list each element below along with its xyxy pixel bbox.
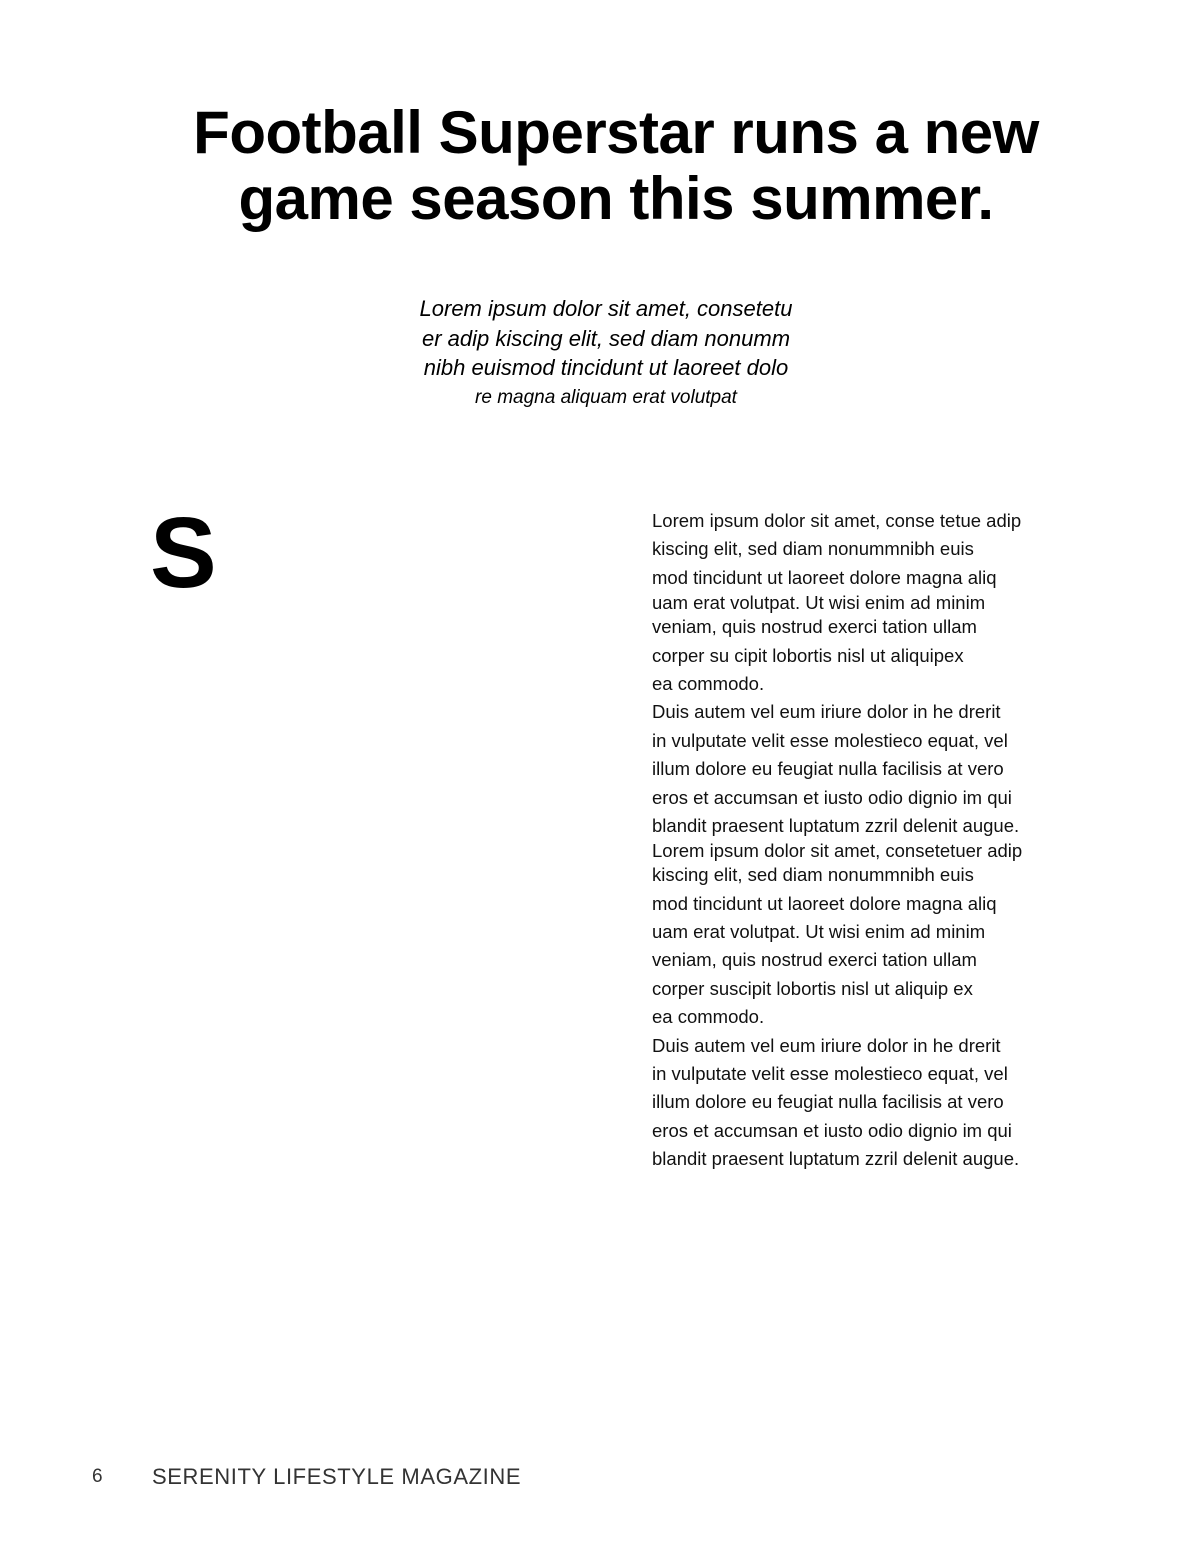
- body-line: in vulputate velit esse molestieco equat, vel: [652, 729, 1008, 751]
- drop-cap: S: [150, 497, 217, 609]
- body-line: blandit praesent luptatum zzril delenit augue.: [652, 1148, 1020, 1170]
- body-line: blandit praesent luptatum zzril delenit augue.: [652, 814, 1020, 836]
- body-line: illum dolore eu feugiat nulla facilisis at vero: [652, 1091, 1004, 1113]
- body-line: Lorem ipsum dolor sit amet, consetetuer adip: [652, 840, 1023, 862]
- standfirst-line: re magna aliquam erat volutpat: [475, 386, 737, 408]
- body-text-column: [652, 507, 1092, 1174]
- body-line: ea commodo.: [652, 672, 765, 694]
- page-number: 6: [92, 1466, 103, 1487]
- body-line: uam erat volutpat. Ut wisi enim ad minim: [652, 592, 986, 614]
- title-line: Football Superstar runs a new: [193, 99, 1039, 166]
- body-line: ea commodo.: [652, 1006, 765, 1028]
- standfirst-line: er adip kiscing elit, sed diam nonumm: [421, 325, 791, 351]
- body-line: veniam, quis nostrud exerci tation ullam: [652, 949, 977, 971]
- standfirst: [300, 294, 912, 413]
- body-line: eros et accumsan et iusto odio dignio im qui: [652, 786, 1012, 808]
- body-line: kiscing elit, sed diam nonummnibh euis: [652, 538, 974, 560]
- body-line: Duis autem vel eum iriure dolor in he drerit: [652, 1034, 1001, 1056]
- body-line: veniam, quis nostrud exerci tation ullam: [652, 616, 977, 638]
- body-line: kiscing elit, sed diam nonummnibh euis: [652, 864, 974, 886]
- body-line: corper su cipit lobortis nisl ut aliquipex: [652, 644, 964, 666]
- body-line: illum dolore eu feugiat nulla facilisis at vero: [652, 758, 1004, 780]
- body-line: mod tincidunt ut laoreet dolore magna aliq: [652, 892, 997, 914]
- body-line: Duis autem vel eum iriure dolor in he drerit: [652, 701, 1001, 723]
- page-footer: [0, 1462, 1200, 1494]
- body-line: corper suscipit lobortis nisl ut aliquip ex: [652, 977, 973, 999]
- title-line: game season this summer.: [238, 165, 994, 232]
- standfirst-line: Lorem ipsum dolor sit amet, consetetu: [419, 296, 793, 321]
- body-line: uam erat volutpat. Ut wisi enim ad minim: [652, 921, 986, 943]
- standfirst-line: nibh euismod tincidunt ut laoreet dolo: [423, 355, 789, 380]
- page-title: [0, 100, 1200, 232]
- body-line: in vulputate velit esse molestieco equat, vel: [652, 1063, 1008, 1085]
- publication-name: SERENITY LIFESTYLE MAGAZINE: [152, 1464, 522, 1489]
- body-line: Lorem ipsum dolor sit amet, conse tetue adip: [652, 510, 1022, 531]
- body-line: mod tincidunt ut laoreet dolore magna aliq: [652, 566, 997, 588]
- body-line: eros et accumsan et iusto odio dignio im qui: [652, 1119, 1012, 1141]
